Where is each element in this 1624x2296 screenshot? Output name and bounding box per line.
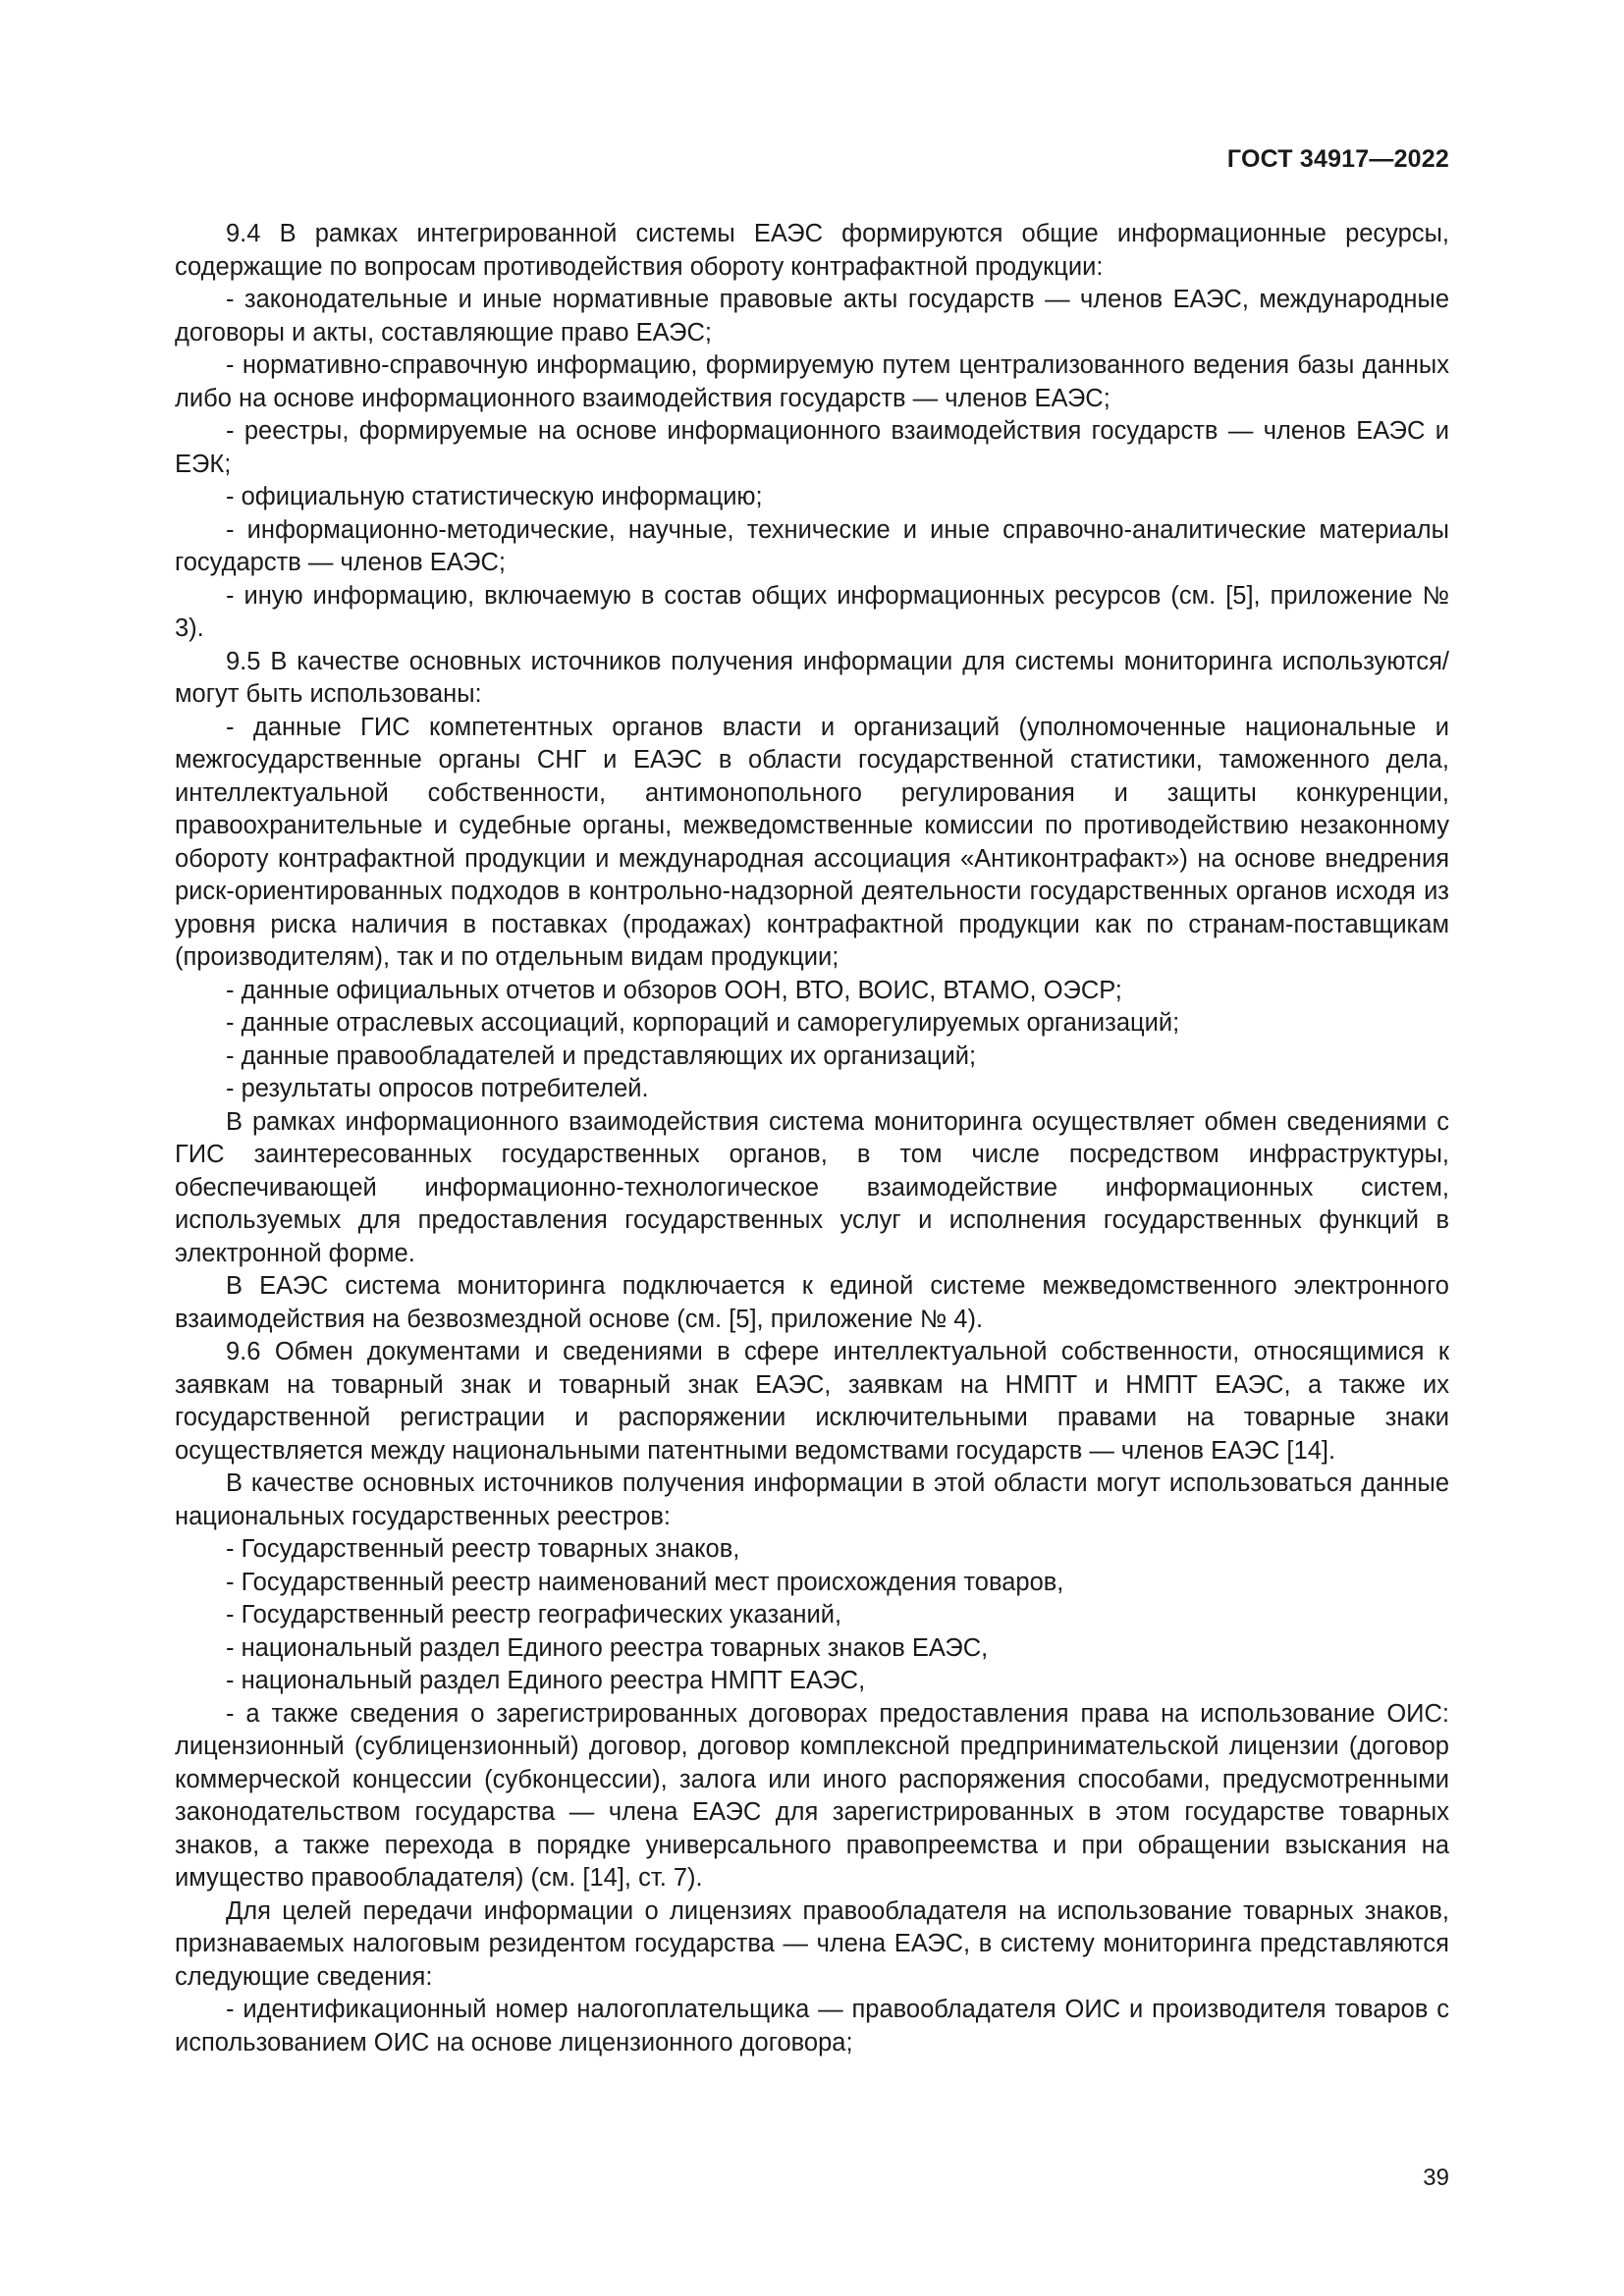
list-item: - идентификационный номер налогоплательщика — правообладателя ОИС и производителя товаров с использованием ОИС на основе лицензионного договора;: [175, 1996, 1449, 2056]
paragraph: В рамках информационного взаимодействия система мониторинга осуществляет обмен сведениями с ГИС заинтересованных государственных органов, в том числе посредством инфраструктуры, обеспечивающей информационно-технологическое взаимодействие информационных систем, используемых для предоставления государственных услуг и исполнения государственных функций в электронной форме.: [175, 1107, 1449, 1267]
list-item: - информационно-методические, научные, технические и иные справочно-аналитические материалы государств — членов ЕАЭС;: [175, 515, 1449, 576]
list-item: - официальную статистическую информацию;: [226, 483, 763, 510]
list-item: - данные правообладателей и представляющих их организаций;: [226, 1041, 977, 1070]
list-item: - законодательные и иные нормативные правовые акты государств — членов ЕАЭС, международные договоры и акты, составляющие право ЕАЭС;: [175, 286, 1449, 347]
list-item: - национальный раздел Единого реестра товарных знаков ЕАЭС,: [226, 1633, 989, 1662]
list-item: - данные ГИС компетентных органов власти и организаций (уполномоченные национальные и межгосударственные органы СНГ и ЕАЭС в области государственной статистики, таможенного дела, интеллектуальной собственности, антимонопольного регулирования и защиты конкуренции, правоохранительные и судебные органы, межведомственные комиссии по противодействию незаконному обороту контрафактной продукции и международная ассоциация «Антиконтрафакт») на основе внедрения риск-ориентированных подходов в контрольно-надзорной деятельности государственных органов исходя из уровня риска наличия в поставках (продажах) контрафактной продукции как по странам-поставщикам (производителям), так и по отдельным видам продукции;: [175, 713, 1449, 971]
list-item: - Государственный реестр географических указаний,: [226, 1601, 842, 1629]
page-number: 39: [1423, 2164, 1449, 2191]
paragraph: Для целей передачи информации о лицензиях правообладателя на использование товарных знаков, признаваемых налоговым резидентом государства — члена ЕАЭС, в систему мониторинга представляются следующие сведения:: [175, 1896, 1449, 1991]
paragraph-9-4: 9.4 В рамках интегрированной системы ЕАЭС формируются общие информационные ресурсы, содержащие по вопросам противодействия обороту контрафактной продукции:: [175, 220, 1449, 281]
paragraph: В ЕАЭС система мониторинга подключается к единой системе межведомственного электронного взаимодействия на безвозмездной основе (см. [5], приложение № 4).: [175, 1272, 1449, 1333]
list-item: - данные отраслевых ассоциаций, корпораций и саморегулируемых организаций;: [226, 1009, 1180, 1037]
standard-header: ГОСТ 34917—2022: [1226, 145, 1449, 173]
list-item: - данные официальных отчетов и обзоров ООН, ВТО, ВОИС, ВТАМО, ОЭСР;: [226, 976, 1122, 1004]
list-item: - результаты опросов потребителей.: [226, 1075, 649, 1102]
list-item: - Государственный реестр наименований мест происхождения товаров,: [226, 1568, 1064, 1596]
list-item: - иную информацию, включаемую в состав общих информационных ресурсов (см. [5], приложение № 3).: [175, 581, 1449, 642]
paragraph-9-6: 9.6 Обмен документами и сведениями в сфере интеллектуальной собственности, относящимися к заявкам на товарный знак и товарный знак ЕАЭС, заявкам на НМПТ и НМПТ ЕАЭС, а также их государственной регистрации и распоряжении исключительными правами на товарные знаки осуществляется между национальными патентными ведомствами государств — членов ЕАЭС [14].: [175, 1338, 1449, 1465]
list-item: - реестры, формируемые на основе информационного взаимодействия государств — членов ЕАЭС и ЕЭК;: [175, 417, 1449, 478]
paragraph-9-5: 9.5 В качестве основных источников получения информации для системы мониторинга используются/могут быть использованы:: [175, 647, 1449, 708]
paragraph: В качестве основных источников получения информации в этой области могут использоваться данные национальных государственных реестров:: [175, 1469, 1449, 1530]
list-item: - нормативно-справочную информацию, формируемую путем централизованного ведения базы данных либо на основе информационного взаимодействия государств — членов ЕАЭС;: [175, 351, 1449, 412]
list-item: - а также сведения о зарегистрированных договорах предоставления права на использование ОИС: лицензионный (сублицензионный) договор, договор комплексной предпринимательской лицензии (договор коммерческой концессии (субконцессии), залога или иного распоряжения способами, предусмотренными законодательством государства — члена ЕАЭС для зарегистрированных в этом государстве товарных знаков, а также перехода в порядке универсального правопреемства и при обращении взыскания на имущество правообладателя) (см. [14], ст. 7).: [175, 1699, 1449, 1892]
list-item: - Государственный реестр товарных знаков,: [226, 1535, 740, 1563]
document-body: [175, 218, 1449, 2059]
list-item: - национальный раздел Единого реестра НМПТ ЕАЭС,: [226, 1667, 866, 1694]
